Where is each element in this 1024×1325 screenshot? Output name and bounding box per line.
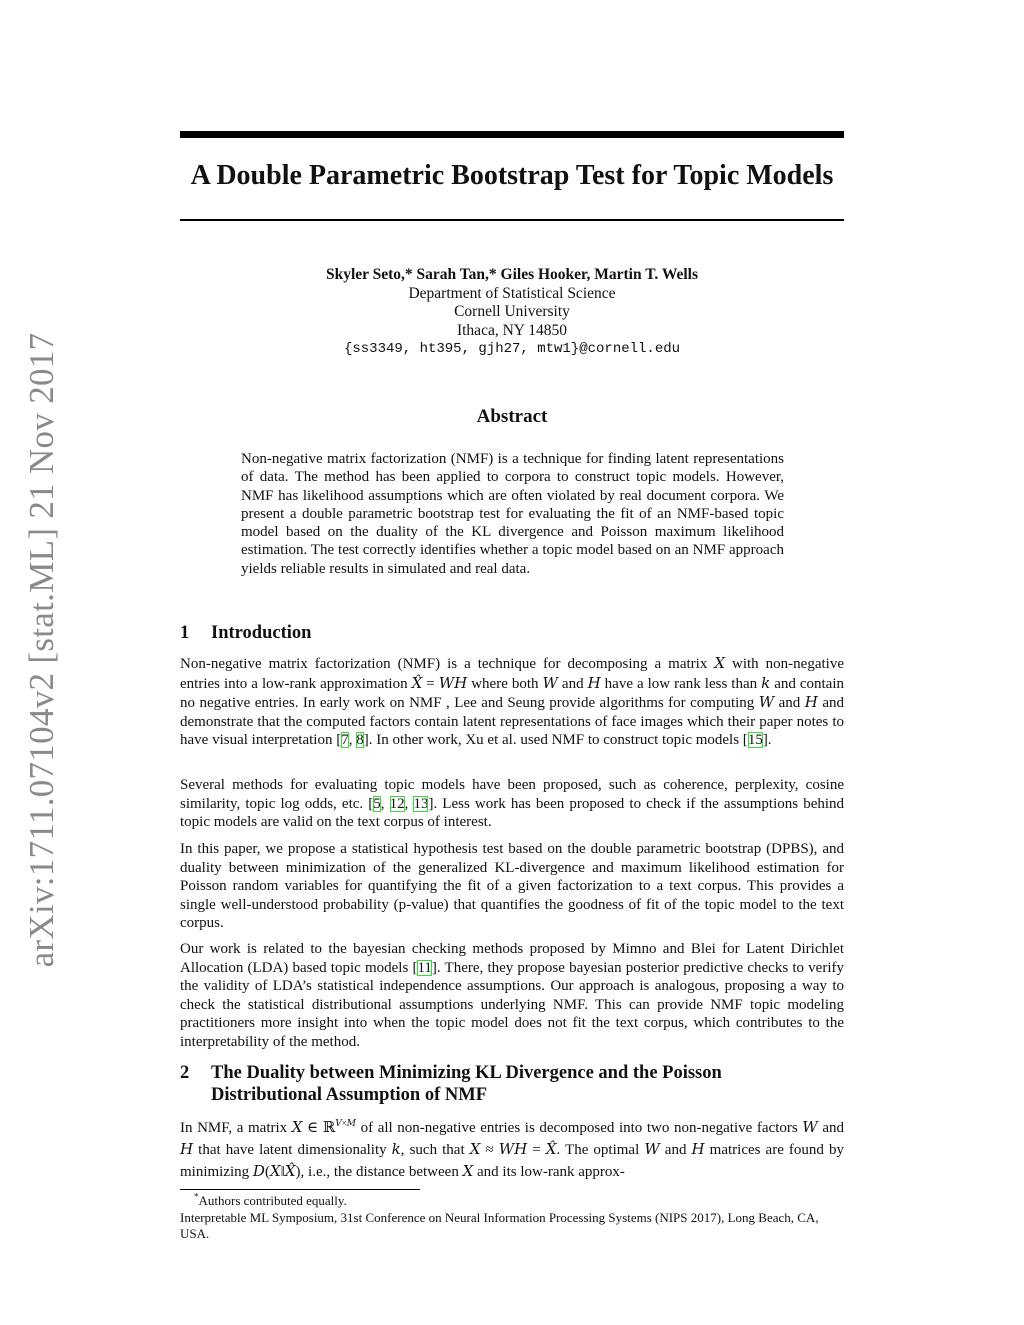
section-1-heading xyxy=(180,622,844,644)
title-bottom-rule xyxy=(180,219,844,221)
citation-link[interactable]: 12 xyxy=(389,795,405,812)
section-1-title: Introduction xyxy=(211,623,312,643)
footnote-rule xyxy=(180,1189,420,1190)
citation-link[interactable]: 15 xyxy=(747,732,763,748)
author-address: Ithaca, NY 14850 xyxy=(456,321,568,339)
intro-paragraph-1: Non-negative matrix factorization (NMF) is a technique for decomposing a matrix X with non-negative entries into a low-rank approximation X̂ = WH where both W and H have a low rank less than k and contain no negative entries. In early work on NMF , Lee and Seung provide algorithms for computing W and H and demonstrate that the computed factors contain latent representations of face images which their paper notes to have visual interpretation [7, 8]. In other work, Xu et al. used NMF to construct topic models [15]. xyxy=(180,654,844,748)
arxiv-identifier: arXiv:1711.07104v2 [stat.ML] 21 Nov 2017 xyxy=(22,332,61,968)
section-1-number: 1 xyxy=(180,623,190,643)
duality-paragraph-1: In NMF, a matrix X ∈ ℝ$^{V\times M}$ of all non-negative entries is decomposed into two non-negative factors W and H that have latent dimensionality k, such that X ≈ WH = X̂. The optimal W and H matrices are found by minimizing D(X‖X̂), i.e., the distance between X and its low-rank approx- xyxy=(180,1118,844,1180)
author-block xyxy=(180,266,844,359)
abstract-heading: Abstract xyxy=(476,406,548,427)
citation-link[interactable]: 11 xyxy=(417,959,432,976)
section-2-heading xyxy=(180,1062,844,1106)
author-email: {ss3349, ht395, gjh27, mtw1}@cornell.edu xyxy=(343,341,681,357)
author-names: Skyler Seto,* Sarah Tan,* Giles Hooker, Martin T. Wells xyxy=(325,266,699,283)
author-department: Department of Statistical Science xyxy=(408,284,616,302)
arxiv-side-stamp xyxy=(22,332,62,968)
citation-link[interactable]: 7 xyxy=(341,732,349,748)
section-2-number: 2 xyxy=(180,1063,190,1083)
section-2-title: The Duality between Minimizing KL Divergence and the Poisson Distributional Assumption of NMF xyxy=(211,1063,722,1105)
title-top-rule xyxy=(180,131,844,138)
abstract-text: Non-negative matrix factorization (NMF) is a technique for finding latent representations of data. The method has been applied to corpora to construct topic models. However, NMF has likelihood assumptions which are often violated by real document corpora. We present a double parametric bootstrap test for evaluating the fit of an NMF-based topic model based on the duality of the KL divergence and Poisson maximum likelihood estimation. The test correctly identifies whether a topic model based on an NMF approach yields reliable results in simulated and real data. xyxy=(241,451,784,577)
citation-link[interactable]: 5 xyxy=(373,795,381,812)
author-university: Cornell University xyxy=(454,303,570,320)
intro-paragraph-4: Our work is related to the bayesian checking methods proposed by Mimno and Blei for Latent Dirichlet Allocation (LDA) based topic models [11]. There, they propose bayesian posterior predictive checks to verify the validity of LDA’s statistical independence assumptions. Our approach is analogous, proposing a way to check the statistical distributional assumptions underlying NMF. This can provide NMF topic modeling practitioners more insight into when the topic model does not fit the text corpus, which contributes to the interpretability of the method. xyxy=(180,941,844,1050)
footnote-equal-contribution: *Authors contributed equally. xyxy=(194,1191,347,1208)
citation-link[interactable]: 13 xyxy=(413,795,429,812)
citation-link[interactable]: 8 xyxy=(356,732,364,748)
footnote-venue: Interpretable ML Symposium, 31st Conference on Neural Information Processing Systems (NIPS 2017), Long Beach, CA, USA. xyxy=(180,1210,819,1241)
paper-title: A Double Parametric Bootstrap Test for Topic Models xyxy=(190,160,834,191)
intro-paragraph-2: Several methods for evaluating topic models have been proposed, such as coherence, perplexity, cosine similarity, topic log odds, etc. [5, 12, 13]. Less work has been proposed to check if the assumptions behind topic models are valid on the text corpus of interest. xyxy=(180,777,845,830)
intro-paragraph-3: In this paper, we propose a statistical hypothesis test based on the double parametric bootstrap (DPBS), and duality between minimization of the generalized KL-divergence and maximum likelihood estimation for Poisson random variables for quantifying the fit of a given factorization to a text corpus. This provides a single well-understood probability (p-value) that quantifies the goodness of fit of the topic model to the text corpus. xyxy=(180,841,844,931)
